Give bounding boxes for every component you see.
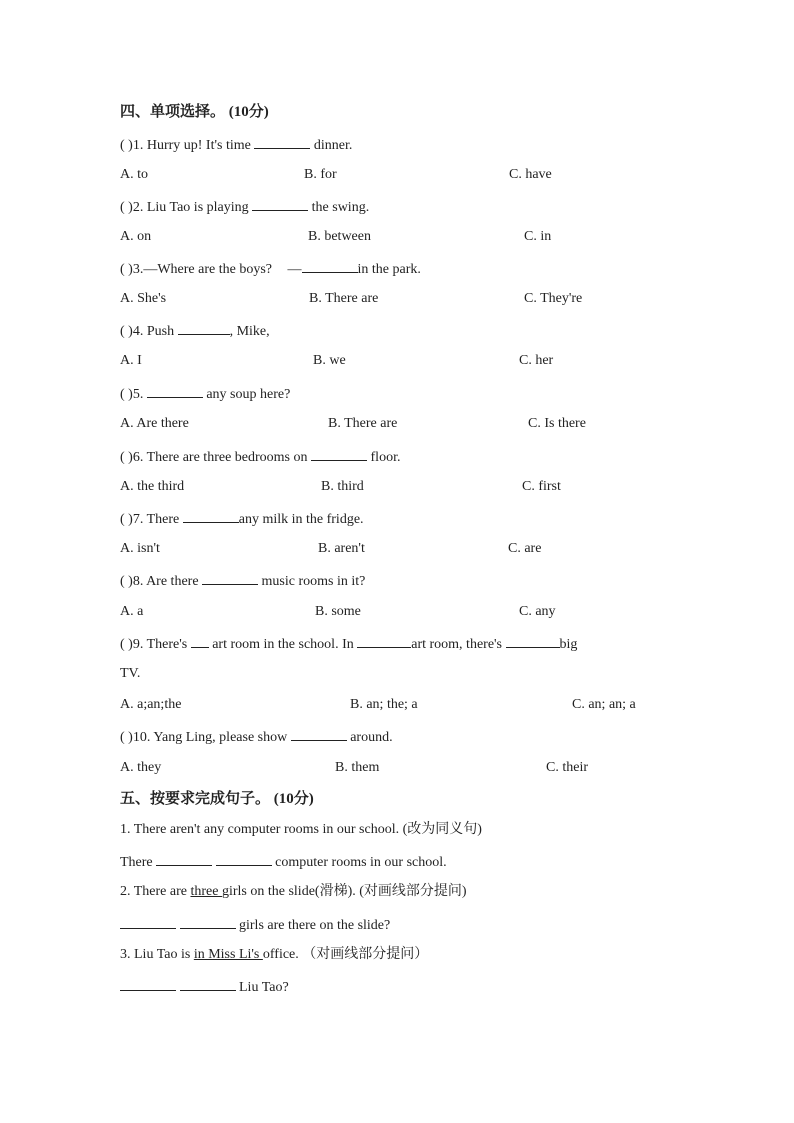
question-number: 2. [132, 200, 144, 215]
option-b: B. There are [328, 416, 398, 431]
blank[interactable] [252, 197, 308, 211]
question-text: music rooms in it? [261, 574, 366, 589]
blank[interactable] [357, 634, 411, 648]
question-text: Are there [146, 574, 199, 589]
option-a: A. to [120, 167, 148, 182]
blank[interactable] [180, 977, 236, 991]
question-number: 4. [132, 324, 144, 339]
underlined-text: in Miss Li's [193, 947, 263, 962]
section-5-title: 五、按要求完成句子。 (10分) [120, 791, 314, 807]
option-a: A. on [120, 229, 152, 244]
option-b: B. aren't [318, 541, 365, 556]
question-text: office. （对画线部分提问） [262, 947, 429, 962]
option-b: B. some [315, 604, 361, 619]
section-4-title: 四、单项选择。 (10分) [120, 104, 269, 120]
blank[interactable] [254, 135, 310, 149]
option-c: C. an; an; a [572, 697, 636, 712]
question-text: big [559, 637, 578, 652]
sentence-2-question [120, 883, 467, 901]
blank[interactable] [120, 977, 176, 991]
answer-paren[interactable]: ( ) [120, 512, 133, 527]
option-c: C. They're [524, 291, 583, 306]
blank[interactable] [302, 259, 358, 273]
answer-text: Liu Tao? [239, 980, 289, 995]
question-text: dinner. [313, 138, 353, 153]
answer-paren[interactable]: ( ) [120, 262, 133, 277]
question-number: 8. [132, 574, 144, 589]
option-c: C. have [509, 167, 552, 182]
blank[interactable] [191, 634, 209, 648]
blank[interactable] [311, 447, 367, 461]
option-a: A. Are there [120, 416, 189, 431]
question-text: 2. There are [120, 884, 191, 899]
option-a: A. She's [120, 291, 167, 306]
sentence-1-answer [120, 852, 447, 872]
option-b: B. an; the; a [350, 697, 418, 712]
answer-text: computer rooms in our school. [275, 855, 447, 870]
answer-paren[interactable]: ( ) [120, 637, 133, 652]
question-text: Push [146, 324, 175, 339]
question-text: 3. Liu Tao is [120, 947, 194, 962]
option-a: A. the third [120, 479, 185, 494]
question-text: — [287, 262, 302, 277]
option-b: B. There are [309, 291, 379, 306]
question-4 [120, 321, 270, 341]
question-6 [120, 447, 400, 467]
answer-text: girls are there on the slide? [239, 918, 391, 933]
answer-text: There [120, 855, 153, 870]
blank[interactable] [202, 571, 258, 585]
option-b: B. them [335, 760, 380, 775]
option-b: B. for [304, 167, 337, 182]
question-2 [120, 197, 369, 217]
blank[interactable] [183, 509, 239, 523]
question-3 [120, 259, 421, 279]
question-8 [120, 571, 365, 591]
option-c: C. any [519, 604, 556, 619]
question-text: girls on the slide(滑梯). (对画线部分提问) [221, 884, 467, 899]
question-text: art room, there's [411, 637, 503, 652]
option-a: A. a;an;the [120, 697, 182, 712]
answer-paren[interactable]: ( ) [120, 200, 133, 215]
answer-paren[interactable]: ( ) [120, 450, 133, 465]
question-text: Yang Ling, please show [153, 730, 288, 745]
blank[interactable] [180, 915, 236, 929]
question-text: There are three bedrooms on [146, 450, 308, 465]
answer-paren[interactable]: ( ) [120, 730, 133, 745]
option-c: C. their [546, 760, 588, 775]
question-number: 7. [132, 512, 144, 527]
option-b: B. we [313, 353, 346, 368]
question-text: Hurry up! It's time [146, 138, 251, 153]
option-c: C. first [522, 479, 561, 494]
question-text: Liu Tao is playing [146, 200, 249, 215]
option-b: B. between [308, 229, 371, 244]
question-number: 6. [132, 450, 144, 465]
blank[interactable] [156, 852, 212, 866]
question-7 [120, 509, 364, 529]
question-text: There's [146, 637, 188, 652]
blank[interactable] [506, 634, 560, 648]
question-9-continued: TV. [120, 666, 141, 681]
underlined-text: three [190, 884, 222, 899]
option-a: A. isn't [120, 541, 160, 556]
question-1 [120, 135, 352, 155]
answer-paren[interactable]: ( ) [120, 138, 133, 153]
question-9 [120, 634, 577, 654]
answer-paren[interactable]: ( ) [120, 574, 133, 589]
question-number: 1. [132, 138, 144, 153]
question-text: There [146, 512, 180, 527]
question-text: any soup here? [206, 387, 291, 402]
question-text: in the park. [357, 262, 421, 277]
question-text: art room in the school. In [212, 637, 354, 652]
question-number: 5. [132, 387, 144, 402]
question-10 [120, 727, 393, 747]
question-number: 10. [132, 730, 151, 745]
option-a: A. I [120, 353, 142, 368]
question-text: the swing. [311, 200, 370, 215]
question-text: any milk in the fridge. [238, 512, 364, 527]
answer-paren[interactable]: ( ) [120, 387, 133, 402]
option-c: C. her [519, 353, 554, 368]
question-text: , Mike, [229, 324, 270, 339]
question-text: around. [350, 730, 393, 745]
answer-paren[interactable]: ( ) [120, 324, 133, 339]
option-c: C. Is there [528, 416, 586, 431]
option-c: C. are [508, 541, 542, 556]
option-a: A. a [120, 604, 144, 619]
question-number: 9. [132, 637, 144, 652]
question-5 [120, 384, 290, 404]
option-b: B. third [321, 479, 364, 494]
blank[interactable] [147, 384, 203, 398]
blank[interactable] [178, 321, 230, 335]
question-text: —Where are the boys? [143, 262, 272, 277]
question-text: floor. [370, 450, 401, 465]
blank[interactable] [120, 915, 176, 929]
option-c: C. in [524, 229, 552, 244]
option-a: A. they [120, 760, 162, 775]
sentence-1-question: 1. There aren't any computer rooms in our school. (改为同义句) [120, 822, 482, 837]
sentence-3-question [120, 946, 428, 964]
blank[interactable] [291, 727, 347, 741]
sentence-2-answer [120, 915, 390, 935]
blank[interactable] [216, 852, 272, 866]
sentence-3-answer [120, 977, 289, 997]
question-number: 3. [132, 262, 144, 277]
